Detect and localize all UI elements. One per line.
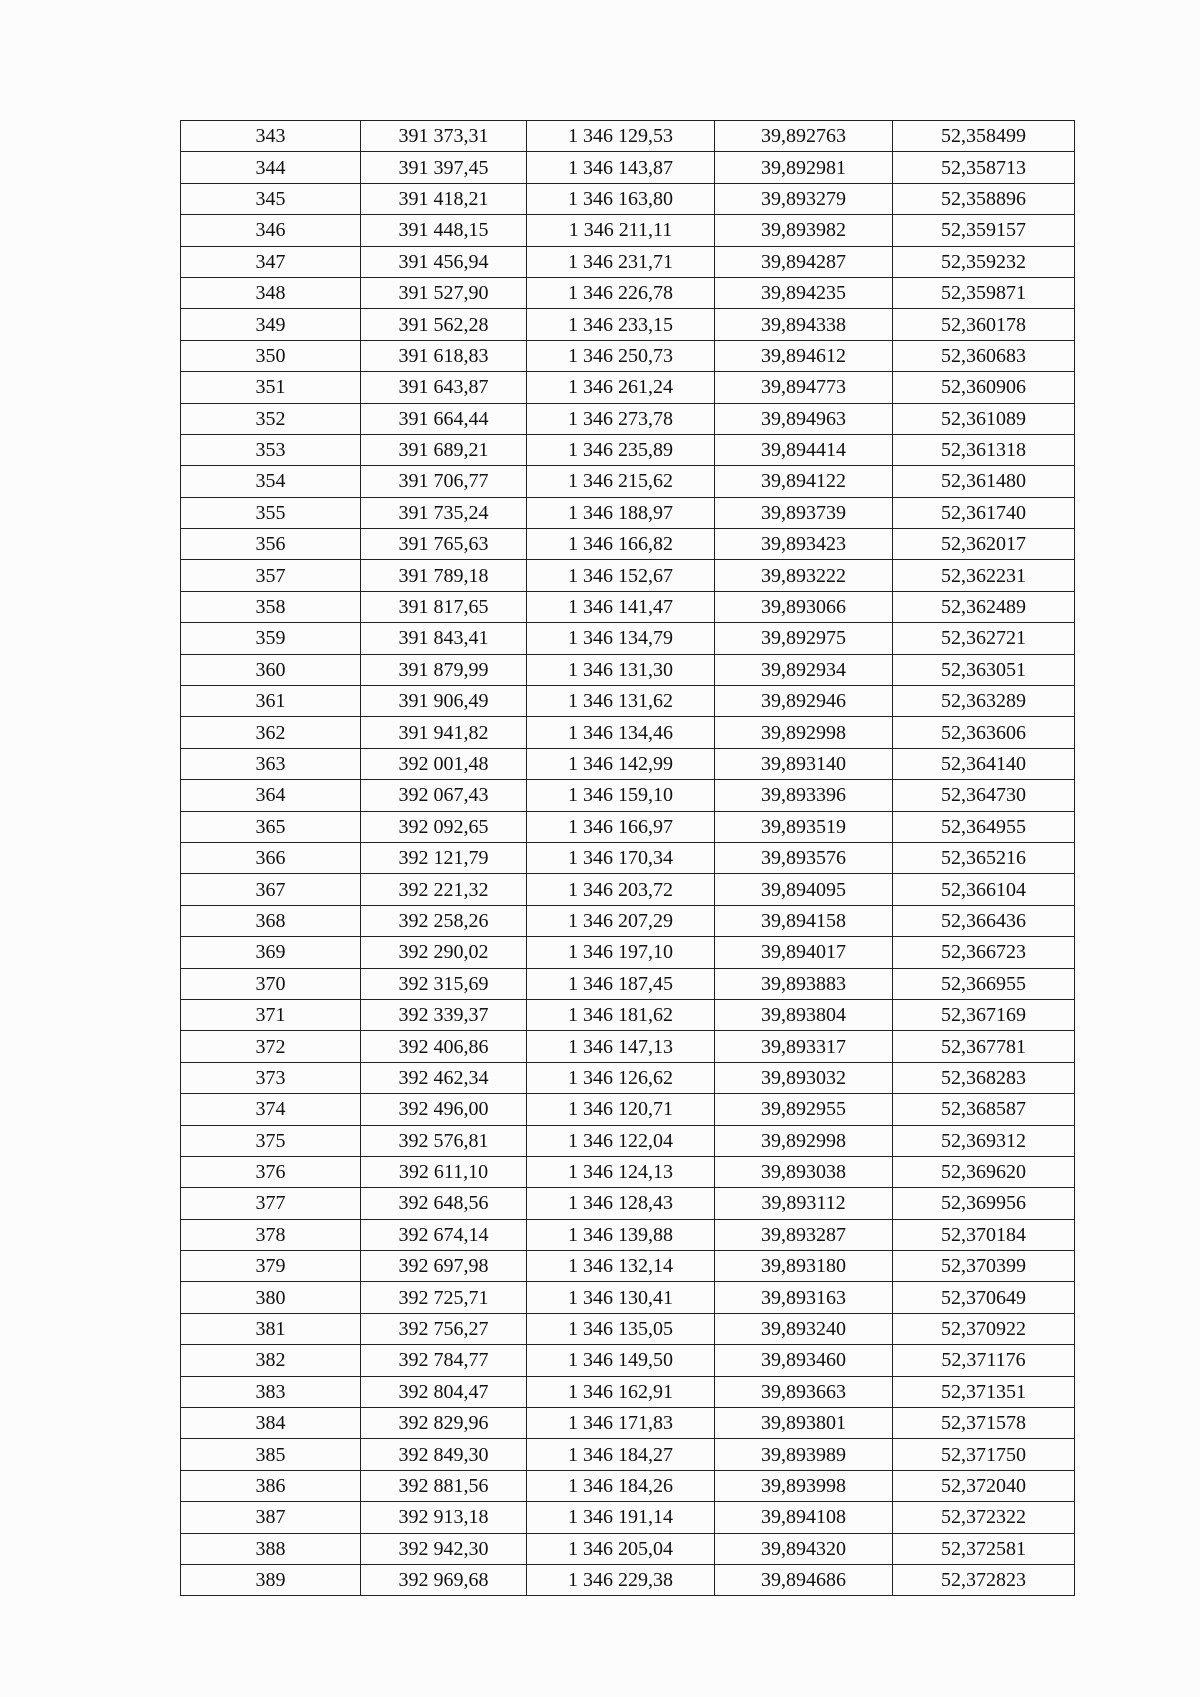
table-row (181, 1313, 1075, 1344)
x-coordinate-cell: 392 258,26 (361, 905, 527, 936)
y-coordinate-cell: 1 346 184,26 (527, 1470, 715, 1501)
table-row (181, 1188, 1075, 1219)
latitude-cell: 39,894108 (715, 1502, 893, 1533)
latitude-cell: 39,894612 (715, 340, 893, 371)
latitude-cell: 39,893883 (715, 968, 893, 999)
latitude-cell: 39,894095 (715, 874, 893, 905)
latitude-cell: 39,894158 (715, 905, 893, 936)
table-row (181, 277, 1075, 308)
y-coordinate-cell: 1 346 170,34 (527, 842, 715, 873)
table-row (181, 529, 1075, 560)
x-coordinate-cell: 392 290,02 (361, 937, 527, 968)
longitude-cell: 52,362489 (893, 591, 1075, 622)
point-number-cell: 362 (181, 717, 361, 748)
y-coordinate-cell: 1 346 231,71 (527, 246, 715, 277)
latitude-cell: 39,893279 (715, 183, 893, 214)
table-row (181, 654, 1075, 685)
x-coordinate-cell: 391 418,21 (361, 183, 527, 214)
table-row (181, 1408, 1075, 1439)
longitude-cell: 52,370399 (893, 1251, 1075, 1282)
y-coordinate-cell: 1 346 188,97 (527, 497, 715, 528)
longitude-cell: 52,362231 (893, 560, 1075, 591)
longitude-cell: 52,367781 (893, 1031, 1075, 1062)
latitude-cell: 39,892955 (715, 1094, 893, 1125)
y-coordinate-cell: 1 346 122,04 (527, 1125, 715, 1156)
longitude-cell: 52,364730 (893, 780, 1075, 811)
latitude-cell: 39,894686 (715, 1564, 893, 1595)
point-number-cell: 372 (181, 1031, 361, 1062)
point-number-cell: 374 (181, 1094, 361, 1125)
point-number-cell: 377 (181, 1188, 361, 1219)
point-number-cell: 369 (181, 937, 361, 968)
point-number-cell: 351 (181, 372, 361, 403)
x-coordinate-cell: 391 843,41 (361, 623, 527, 654)
point-number-cell: 355 (181, 497, 361, 528)
y-coordinate-cell: 1 346 163,80 (527, 183, 715, 214)
latitude-cell: 39,892934 (715, 654, 893, 685)
table-row (181, 937, 1075, 968)
point-number-cell: 361 (181, 686, 361, 717)
point-number-cell: 373 (181, 1062, 361, 1093)
x-coordinate-cell: 391 817,65 (361, 591, 527, 622)
x-coordinate-cell: 391 373,31 (361, 121, 527, 152)
latitude-cell: 39,892975 (715, 623, 893, 654)
latitude-cell: 39,893112 (715, 1188, 893, 1219)
longitude-cell: 52,372823 (893, 1564, 1075, 1595)
table-row (181, 403, 1075, 434)
table-row (181, 1062, 1075, 1093)
x-coordinate-cell: 392 576,81 (361, 1125, 527, 1156)
table-row (181, 1376, 1075, 1407)
y-coordinate-cell: 1 346 149,50 (527, 1345, 715, 1376)
y-coordinate-cell: 1 346 211,11 (527, 215, 715, 246)
longitude-cell: 52,358896 (893, 183, 1075, 214)
x-coordinate-cell: 391 689,21 (361, 434, 527, 465)
point-number-cell: 357 (181, 560, 361, 591)
x-coordinate-cell: 391 879,99 (361, 654, 527, 685)
latitude-cell: 39,893989 (715, 1439, 893, 1470)
y-coordinate-cell: 1 346 187,45 (527, 968, 715, 999)
y-coordinate-cell: 1 346 142,99 (527, 748, 715, 779)
table-row (181, 623, 1075, 654)
table-row (181, 1094, 1075, 1125)
y-coordinate-cell: 1 346 184,27 (527, 1439, 715, 1470)
point-number-cell: 366 (181, 842, 361, 873)
y-coordinate-cell: 1 346 141,47 (527, 591, 715, 622)
y-coordinate-cell: 1 346 132,14 (527, 1251, 715, 1282)
table-row (181, 121, 1075, 152)
longitude-cell: 52,366955 (893, 968, 1075, 999)
latitude-cell: 39,894017 (715, 937, 893, 968)
longitude-cell: 52,370184 (893, 1219, 1075, 1250)
x-coordinate-cell: 391 706,77 (361, 466, 527, 497)
x-coordinate-cell: 391 562,28 (361, 309, 527, 340)
longitude-cell: 52,371351 (893, 1376, 1075, 1407)
point-number-cell: 365 (181, 811, 361, 842)
y-coordinate-cell: 1 346 126,62 (527, 1062, 715, 1093)
table-row (181, 780, 1075, 811)
table-row (181, 999, 1075, 1030)
point-number-cell: 383 (181, 1376, 361, 1407)
latitude-cell: 39,893423 (715, 529, 893, 560)
latitude-cell: 39,892946 (715, 686, 893, 717)
y-coordinate-cell: 1 346 250,73 (527, 340, 715, 371)
longitude-cell: 52,361740 (893, 497, 1075, 528)
table-row (181, 1564, 1075, 1595)
longitude-cell: 52,372581 (893, 1533, 1075, 1564)
longitude-cell: 52,361318 (893, 434, 1075, 465)
point-number-cell: 388 (181, 1533, 361, 1564)
longitude-cell: 52,361089 (893, 403, 1075, 434)
longitude-cell: 52,361480 (893, 466, 1075, 497)
longitude-cell: 52,369620 (893, 1156, 1075, 1187)
longitude-cell: 52,366723 (893, 937, 1075, 968)
coordinates-table-body (181, 121, 1075, 1596)
point-number-cell: 387 (181, 1502, 361, 1533)
point-number-cell: 378 (181, 1219, 361, 1250)
latitude-cell: 39,894287 (715, 246, 893, 277)
table-row (181, 497, 1075, 528)
latitude-cell: 39,893222 (715, 560, 893, 591)
y-coordinate-cell: 1 346 129,53 (527, 121, 715, 152)
y-coordinate-cell: 1 346 166,82 (527, 529, 715, 560)
point-number-cell: 345 (181, 183, 361, 214)
table-row (181, 874, 1075, 905)
y-coordinate-cell: 1 346 181,62 (527, 999, 715, 1030)
point-number-cell: 363 (181, 748, 361, 779)
point-number-cell: 347 (181, 246, 361, 277)
longitude-cell: 52,366436 (893, 905, 1075, 936)
longitude-cell: 52,372040 (893, 1470, 1075, 1501)
point-number-cell: 348 (181, 277, 361, 308)
table-row (181, 905, 1075, 936)
table-row (181, 372, 1075, 403)
y-coordinate-cell: 1 346 233,15 (527, 309, 715, 340)
y-coordinate-cell: 1 346 207,29 (527, 905, 715, 936)
latitude-cell: 39,893998 (715, 1470, 893, 1501)
x-coordinate-cell: 391 789,18 (361, 560, 527, 591)
y-coordinate-cell: 1 346 131,30 (527, 654, 715, 685)
longitude-cell: 52,371578 (893, 1408, 1075, 1439)
table-row (181, 968, 1075, 999)
point-number-cell: 376 (181, 1156, 361, 1187)
point-number-cell: 381 (181, 1313, 361, 1344)
point-number-cell: 350 (181, 340, 361, 371)
latitude-cell: 39,893396 (715, 780, 893, 811)
table-row (181, 1251, 1075, 1282)
table-row (181, 340, 1075, 371)
latitude-cell: 39,892981 (715, 152, 893, 183)
x-coordinate-cell: 392 697,98 (361, 1251, 527, 1282)
x-coordinate-cell: 392 969,68 (361, 1564, 527, 1595)
x-coordinate-cell: 392 339,37 (361, 999, 527, 1030)
latitude-cell: 39,893163 (715, 1282, 893, 1313)
latitude-cell: 39,893038 (715, 1156, 893, 1187)
x-coordinate-cell: 392 804,47 (361, 1376, 527, 1407)
point-number-cell: 386 (181, 1470, 361, 1501)
y-coordinate-cell: 1 346 134,46 (527, 717, 715, 748)
y-coordinate-cell: 1 346 203,72 (527, 874, 715, 905)
longitude-cell: 52,359157 (893, 215, 1075, 246)
table-row (181, 686, 1075, 717)
table-row (181, 1125, 1075, 1156)
longitude-cell: 52,366104 (893, 874, 1075, 905)
x-coordinate-cell: 392 942,30 (361, 1533, 527, 1564)
table-row (181, 434, 1075, 465)
point-number-cell: 380 (181, 1282, 361, 1313)
point-number-cell: 360 (181, 654, 361, 685)
latitude-cell: 39,894773 (715, 372, 893, 403)
point-number-cell: 375 (181, 1125, 361, 1156)
latitude-cell: 39,893032 (715, 1062, 893, 1093)
table-row (181, 591, 1075, 622)
longitude-cell: 52,363051 (893, 654, 1075, 685)
table-row (181, 1533, 1075, 1564)
x-coordinate-cell: 392 092,65 (361, 811, 527, 842)
y-coordinate-cell: 1 346 197,10 (527, 937, 715, 968)
longitude-cell: 52,358499 (893, 121, 1075, 152)
x-coordinate-cell: 392 462,34 (361, 1062, 527, 1093)
latitude-cell: 39,893739 (715, 497, 893, 528)
x-coordinate-cell: 392 849,30 (361, 1439, 527, 1470)
latitude-cell: 39,893140 (715, 748, 893, 779)
longitude-cell: 52,365216 (893, 842, 1075, 873)
point-number-cell: 343 (181, 121, 361, 152)
longitude-cell: 52,362017 (893, 529, 1075, 560)
latitude-cell: 39,893240 (715, 1313, 893, 1344)
y-coordinate-cell: 1 346 215,62 (527, 466, 715, 497)
point-number-cell: 352 (181, 403, 361, 434)
longitude-cell: 52,364140 (893, 748, 1075, 779)
point-number-cell: 370 (181, 968, 361, 999)
latitude-cell: 39,893982 (715, 215, 893, 246)
table-row (181, 1502, 1075, 1533)
longitude-cell: 52,364955 (893, 811, 1075, 842)
longitude-cell: 52,359232 (893, 246, 1075, 277)
point-number-cell: 354 (181, 466, 361, 497)
y-coordinate-cell: 1 346 171,83 (527, 1408, 715, 1439)
table-row (181, 215, 1075, 246)
y-coordinate-cell: 1 346 139,88 (527, 1219, 715, 1250)
x-coordinate-cell: 392 648,56 (361, 1188, 527, 1219)
y-coordinate-cell: 1 346 162,91 (527, 1376, 715, 1407)
latitude-cell: 39,893317 (715, 1031, 893, 1062)
table-row (181, 842, 1075, 873)
x-coordinate-cell: 391 664,44 (361, 403, 527, 434)
longitude-cell: 52,359871 (893, 277, 1075, 308)
table-row (181, 1470, 1075, 1501)
x-coordinate-cell: 392 001,48 (361, 748, 527, 779)
x-coordinate-cell: 391 448,15 (361, 215, 527, 246)
longitude-cell: 52,367169 (893, 999, 1075, 1030)
latitude-cell: 39,894320 (715, 1533, 893, 1564)
latitude-cell: 39,893066 (715, 591, 893, 622)
x-coordinate-cell: 392 611,10 (361, 1156, 527, 1187)
latitude-cell: 39,894122 (715, 466, 893, 497)
point-number-cell: 379 (181, 1251, 361, 1282)
longitude-cell: 52,370649 (893, 1282, 1075, 1313)
x-coordinate-cell: 392 756,27 (361, 1313, 527, 1344)
x-coordinate-cell: 392 221,32 (361, 874, 527, 905)
point-number-cell: 384 (181, 1408, 361, 1439)
point-number-cell: 367 (181, 874, 361, 905)
x-coordinate-cell: 391 906,49 (361, 686, 527, 717)
x-coordinate-cell: 392 496,00 (361, 1094, 527, 1125)
point-number-cell: 356 (181, 529, 361, 560)
point-number-cell: 382 (181, 1345, 361, 1376)
y-coordinate-cell: 1 346 135,05 (527, 1313, 715, 1344)
latitude-cell: 39,893663 (715, 1376, 893, 1407)
longitude-cell: 52,371750 (893, 1439, 1075, 1470)
longitude-cell: 52,372322 (893, 1502, 1075, 1533)
x-coordinate-cell: 391 618,83 (361, 340, 527, 371)
latitude-cell: 39,894963 (715, 403, 893, 434)
y-coordinate-cell: 1 346 124,13 (527, 1156, 715, 1187)
latitude-cell: 39,892998 (715, 1125, 893, 1156)
latitude-cell: 39,894338 (715, 309, 893, 340)
x-coordinate-cell: 392 121,79 (361, 842, 527, 873)
x-coordinate-cell: 392 784,77 (361, 1345, 527, 1376)
table-row (181, 466, 1075, 497)
x-coordinate-cell: 392 913,18 (361, 1502, 527, 1533)
y-coordinate-cell: 1 346 131,62 (527, 686, 715, 717)
longitude-cell: 52,358713 (893, 152, 1075, 183)
x-coordinate-cell: 392 829,96 (361, 1408, 527, 1439)
latitude-cell: 39,893180 (715, 1251, 893, 1282)
latitude-cell: 39,893287 (715, 1219, 893, 1250)
point-number-cell: 368 (181, 905, 361, 936)
latitude-cell: 39,892763 (715, 121, 893, 152)
longitude-cell: 52,368283 (893, 1062, 1075, 1093)
x-coordinate-cell: 392 881,56 (361, 1470, 527, 1501)
point-number-cell: 353 (181, 434, 361, 465)
point-number-cell: 389 (181, 1564, 361, 1595)
longitude-cell: 52,369312 (893, 1125, 1075, 1156)
x-coordinate-cell: 392 406,86 (361, 1031, 527, 1062)
table-row (181, 1156, 1075, 1187)
y-coordinate-cell: 1 346 273,78 (527, 403, 715, 434)
latitude-cell: 39,893804 (715, 999, 893, 1030)
y-coordinate-cell: 1 346 226,78 (527, 277, 715, 308)
y-coordinate-cell: 1 346 134,79 (527, 623, 715, 654)
x-coordinate-cell: 391 941,82 (361, 717, 527, 748)
x-coordinate-cell: 392 725,71 (361, 1282, 527, 1313)
latitude-cell: 39,894235 (715, 277, 893, 308)
x-coordinate-cell: 391 765,63 (361, 529, 527, 560)
latitude-cell: 39,893801 (715, 1408, 893, 1439)
longitude-cell: 52,360906 (893, 372, 1075, 403)
point-number-cell: 364 (181, 780, 361, 811)
y-coordinate-cell: 1 346 205,04 (527, 1533, 715, 1564)
longitude-cell: 52,371176 (893, 1345, 1075, 1376)
y-coordinate-cell: 1 346 229,38 (527, 1564, 715, 1595)
longitude-cell: 52,368587 (893, 1094, 1075, 1125)
y-coordinate-cell: 1 346 130,41 (527, 1282, 715, 1313)
y-coordinate-cell: 1 346 159,10 (527, 780, 715, 811)
table-row (181, 1345, 1075, 1376)
longitude-cell: 52,370922 (893, 1313, 1075, 1344)
x-coordinate-cell: 392 315,69 (361, 968, 527, 999)
longitude-cell: 52,369956 (893, 1188, 1075, 1219)
latitude-cell: 39,893576 (715, 842, 893, 873)
point-number-cell: 358 (181, 591, 361, 622)
table-row (181, 1282, 1075, 1313)
longitude-cell: 52,360178 (893, 309, 1075, 340)
y-coordinate-cell: 1 346 166,97 (527, 811, 715, 842)
table-row (181, 183, 1075, 214)
longitude-cell: 52,363289 (893, 686, 1075, 717)
table-row (181, 717, 1075, 748)
x-coordinate-cell: 391 735,24 (361, 497, 527, 528)
x-coordinate-cell: 392 674,14 (361, 1219, 527, 1250)
y-coordinate-cell: 1 346 120,71 (527, 1094, 715, 1125)
longitude-cell: 52,362721 (893, 623, 1075, 654)
point-number-cell: 349 (181, 309, 361, 340)
table-row (181, 748, 1075, 779)
y-coordinate-cell: 1 346 191,14 (527, 1502, 715, 1533)
y-coordinate-cell: 1 346 147,13 (527, 1031, 715, 1062)
x-coordinate-cell: 391 643,87 (361, 372, 527, 403)
coordinates-table (180, 120, 1075, 1596)
point-number-cell: 371 (181, 999, 361, 1030)
point-number-cell: 346 (181, 215, 361, 246)
table-row (181, 1439, 1075, 1470)
point-number-cell: 359 (181, 623, 361, 654)
y-coordinate-cell: 1 346 261,24 (527, 372, 715, 403)
y-coordinate-cell: 1 346 128,43 (527, 1188, 715, 1219)
table-row (181, 1031, 1075, 1062)
y-coordinate-cell: 1 346 143,87 (527, 152, 715, 183)
x-coordinate-cell: 391 527,90 (361, 277, 527, 308)
table-row (181, 246, 1075, 277)
table-row (181, 560, 1075, 591)
latitude-cell: 39,893519 (715, 811, 893, 842)
x-coordinate-cell: 391 397,45 (361, 152, 527, 183)
latitude-cell: 39,894414 (715, 434, 893, 465)
latitude-cell: 39,893460 (715, 1345, 893, 1376)
table-row (181, 811, 1075, 842)
y-coordinate-cell: 1 346 152,67 (527, 560, 715, 591)
table-row (181, 309, 1075, 340)
longitude-cell: 52,363606 (893, 717, 1075, 748)
x-coordinate-cell: 391 456,94 (361, 246, 527, 277)
latitude-cell: 39,892998 (715, 717, 893, 748)
point-number-cell: 385 (181, 1439, 361, 1470)
y-coordinate-cell: 1 346 235,89 (527, 434, 715, 465)
table-row (181, 152, 1075, 183)
longitude-cell: 52,360683 (893, 340, 1075, 371)
table-row (181, 1219, 1075, 1250)
x-coordinate-cell: 392 067,43 (361, 780, 527, 811)
point-number-cell: 344 (181, 152, 361, 183)
